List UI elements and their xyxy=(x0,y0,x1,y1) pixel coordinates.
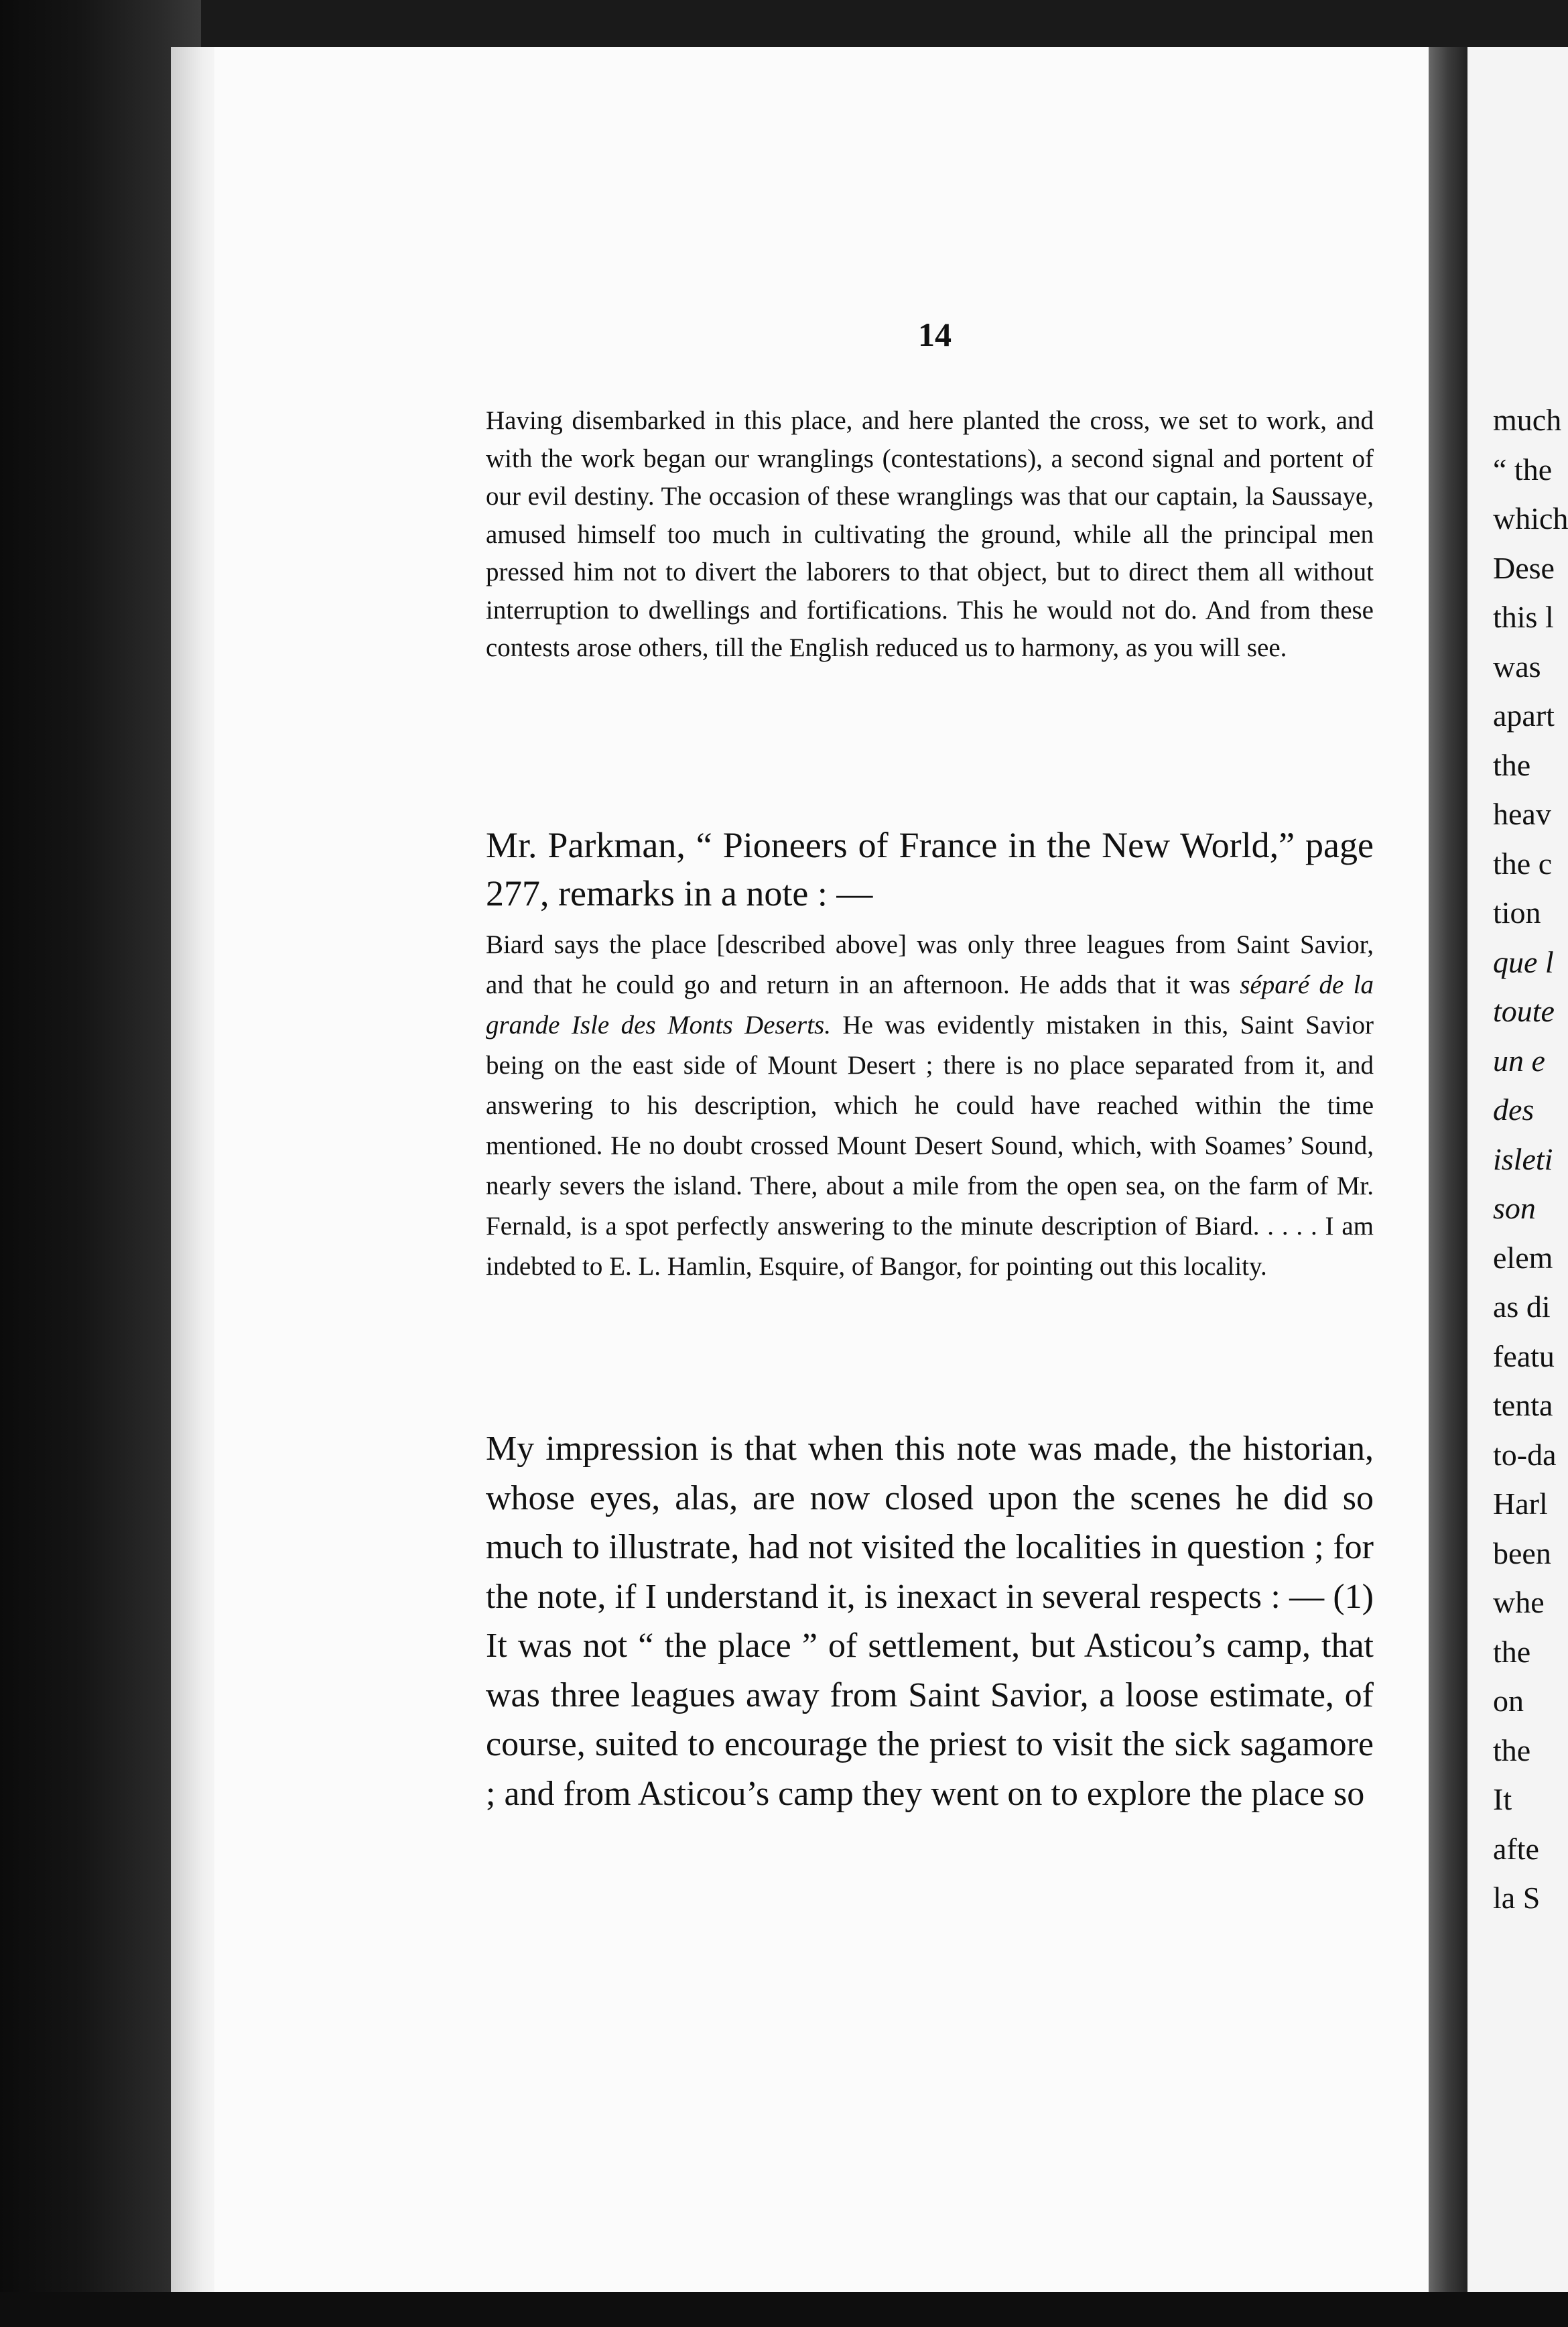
parkman-note xyxy=(486,925,1374,1287)
parkman-intro-text: Mr. Parkman, “ Pioneers of France in the New World,” page 277, remarks in a note : — xyxy=(486,825,1374,914)
facing-page-line: on xyxy=(1493,1684,1524,1718)
note-italic-text: séparé de la grande Isle des Monts Deserts. xyxy=(486,970,1374,1040)
facing-page-line: que l xyxy=(1493,944,1554,979)
parkman-note-text xyxy=(486,925,1374,1287)
facing-page-text xyxy=(1493,395,1568,1923)
scan-bottom-border xyxy=(0,2292,1568,2327)
parkman-intro xyxy=(486,821,1374,918)
book-gutter xyxy=(1429,47,1467,2312)
facing-page-line: elem xyxy=(1493,1240,1553,1275)
facing-page-line: was xyxy=(1493,649,1541,684)
facing-page-line: apart xyxy=(1493,698,1555,733)
facing-page-line: which xyxy=(1493,501,1568,536)
page-number: 14 xyxy=(918,316,952,353)
note-text-before-italic: Biard says the place [described above] was only three leagues from Saint Savior, and that he could go and return in an afternoon. He adds that it was xyxy=(486,930,1374,999)
facing-page-line: whe xyxy=(1493,1585,1545,1619)
facing-page-line: the xyxy=(1493,1634,1531,1669)
quote-paragraph-text: Having disembarked in this place, and here planted the cross, we set to work, and with the work began our wranglings (contestations), a second signal and portent of our evil destiny. The occasion of these wranglings was that our captain, la Saussaye, amused himself too much in cultivating the ground, while all the principal men pressed him not to divert the laborers to that object, but to direct them all without interruption to dwellings and fortifications. This he would not do. And from these contests arose others, till the English reduced us to harmony, as you will see. xyxy=(486,406,1374,662)
quote-paragraph xyxy=(486,402,1374,668)
facing-page-line: featu xyxy=(1493,1338,1555,1373)
facing-page-line: this l xyxy=(1493,600,1554,634)
note-text-after-italic: He was evidently mistaken in this, Saint Savior being on the east side of Mount Desert ; there is no place separated from it, and answering to his description, which he could have reached within the time mentioned. He no doubt crossed Mount Desert Sound, which, with Soames’ Sound, nearly severs the island. There, about a mile from the open sea, on the farm of Mr. Fernald, is a spot perfectly answering to the minute description of Biard. . . . . I am indebted to E. L. Hamlin, Esquire, of Bangor, for pointing out this locality. xyxy=(486,1011,1374,1281)
facing-page-line: the c xyxy=(1493,846,1553,881)
facing-page-line: the xyxy=(1493,1733,1531,1767)
facing-page-line: tion xyxy=(1493,895,1541,930)
facing-page-line: Dese xyxy=(1493,550,1555,585)
facing-page-line: la S xyxy=(1493,1881,1541,1915)
facing-page-line: toute xyxy=(1493,994,1555,1028)
main-paragraph xyxy=(486,1424,1374,1818)
facing-page-line: “ the xyxy=(1493,452,1553,487)
facing-page-line: much xyxy=(1493,403,1562,437)
main-paragraph-text: My impression is that when this note was made, the historian, whose eyes, alas, are now closed upon the scenes he did so much to illustrate, had not visited the localities in question ; for the note, if I understand it, is inexact in several respects : — (1) It was not “ the place ” of settlement, but Asticou’s camp, that was three leagues away from Saint Savior, a loose estimate, of course, suited to encourage the priest to visit the sick sagamore ; and from Asticou’s camp they went on to explore the place so xyxy=(486,1430,1374,1813)
facing-page-line: the xyxy=(1493,747,1531,782)
facing-page-line: It xyxy=(1493,1782,1512,1816)
facing-page-line: afte xyxy=(1493,1831,1539,1866)
facing-page-line: son xyxy=(1493,1191,1536,1225)
facing-page-line: un e xyxy=(1493,1043,1545,1078)
facing-page-line: tenta xyxy=(1493,1388,1553,1422)
facing-page-line: Harl xyxy=(1493,1487,1548,1521)
facing-page-line: heav xyxy=(1493,797,1551,831)
facing-page-line: to-da xyxy=(1493,1437,1557,1472)
facing-page-line: as di xyxy=(1493,1290,1551,1324)
facing-page-line: isleti xyxy=(1493,1141,1553,1176)
facing-page-line: des xyxy=(1493,1092,1534,1127)
facing-page-line: been xyxy=(1493,1535,1551,1570)
